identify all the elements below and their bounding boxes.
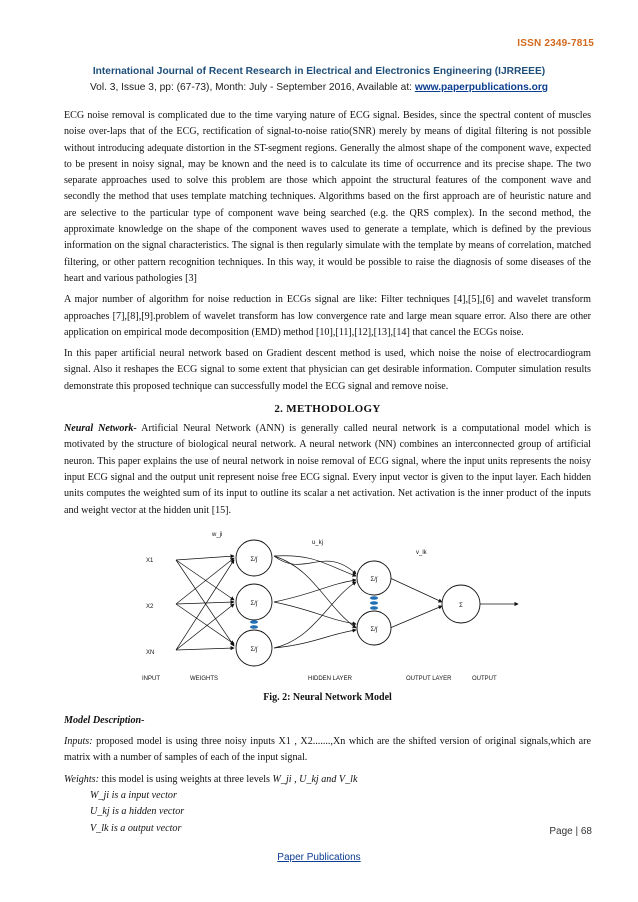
hidden1-node-1 <box>236 540 272 576</box>
hidden-hidden-connections <box>274 556 356 648</box>
website-link[interactable]: www.paperpublications.org <box>414 82 549 93</box>
volume-text: Vol. 3, Issue 3, pp: (67-73), Month: July - September 2016, Available at: <box>89 82 415 93</box>
hidden2-ellipsis <box>370 596 378 610</box>
page-number: Page | 68 <box>549 826 592 837</box>
label-hidden-layer: HIDDEN LAYER <box>308 675 352 682</box>
nn-label: Neural Network- <box>64 423 137 435</box>
issn-label: ISSN 2349-7815 <box>517 38 594 49</box>
input-x2-label: X2 <box>146 603 154 610</box>
v-definition-text: V_lk is a output vector <box>90 822 182 834</box>
input-hidden-connections <box>176 556 234 650</box>
hidden2-node-2 <box>357 611 391 645</box>
weight-vlk-label: v_lk <box>416 549 427 556</box>
weights-text: this model is using weights at three levels <box>98 773 273 785</box>
output-node <box>442 585 480 623</box>
weights-vars: W_ji , U_kj and V_lk <box>272 773 358 785</box>
output-node-label: Σ <box>459 602 463 609</box>
nn-diagram <box>124 524 524 684</box>
model-desc-label: Model Description- <box>64 714 145 726</box>
hidden2-node-1 <box>357 561 391 595</box>
paragraph-3: In this paper artificial neural network based on Gradient descent method is used, which noise the noise of electrocardiogram signal. Also it reshapes the ECG signal to some extent that physician can get desirable information. Computer simulation results demonstrate this proposed technique can successfully model the ECG signal and remove noise. <box>64 348 591 392</box>
u-definition <box>64 804 591 820</box>
weights-paragraph <box>64 772 591 788</box>
footer-publisher[interactable]: Paper Publications <box>277 852 361 863</box>
neural-network-paragraph <box>64 421 591 519</box>
weight-ukj-label: u_kj <box>312 539 324 546</box>
label-input: INPUT <box>142 675 160 682</box>
v-definition <box>64 821 591 837</box>
w-definition <box>64 788 591 804</box>
page-content <box>64 108 591 837</box>
hidden1-node-3-label: Σ/∫ <box>250 646 258 653</box>
paragraph-2: A major number of algorithm for noise reduction in ECGs signal are like: Filter techniques [4],[5],[6] and wavelet transform approaches [7],[8],[9].problem of wavelet transform has low convergence rate and large mean square error. Also there are other application on empirical mode decomposition (EMD) method [10],[11],[12],[13],[14] that cancel the ECGs noise. <box>64 294 591 338</box>
hidden2-node-2-label: Σ/∫ <box>370 626 378 633</box>
input-x1-label: X1 <box>146 557 154 564</box>
paragraph-1: ECG noise removal is complicated due to the time varying nature of ECG signal. Besides, since the spectral content of muscles noise over-laps that of the ECG, rectification of signal-to-noise ratio(SNR) merely by means of digital filtering is not possible without introducing adequate distortion in the ST-segment regions. Generally the almost shape of the component wave, expected to be present in noisy signal, may be known and the need is to calculate its time of occurrence and its precise shape. The two separate approaches used to solve this problem are those which appoint the structural features of the component wave and secondly the method that uses template matching techniques. Algorithms based on the first approach are of heuristic nature and are selective to the particular type of component wave being searched (e.g. the QRS complex). In the second method, the approximate knowledge on the shape of the component waves used to generate a template, which is defined by the previous information on the signal characteristics. The signal is then regularly simulate with the template by means of correlation, matched filtering, or other pattern recognition techniques. In this way, it would be possible to raise the diagnosis of some diseases of the heart and various pathologies [3] <box>64 110 591 284</box>
hidden1-node-2 <box>236 584 272 620</box>
weight-wji-label: w_ji <box>212 531 223 538</box>
input-xn-label: XN <box>146 649 155 656</box>
hidden1-node-1-label: Σ/∫ <box>250 556 258 563</box>
u-definition-text: U_kj is a hidden vector <box>90 806 185 818</box>
model-description-heading <box>64 713 591 729</box>
hidden1-node-2-label: Σ/∫ <box>250 600 258 607</box>
volume-info <box>0 82 638 93</box>
figure-neural-network <box>124 524 524 684</box>
label-output: OUTPUT <box>472 675 497 682</box>
journal-title: International Journal of Recent Research in Electrical and Electronics Engineering (IJRREEE) <box>92 66 546 77</box>
section-heading: 2. METHODOLOGY <box>274 403 381 416</box>
label-weights: WEIGHTS <box>190 675 218 682</box>
hidden1-node-3 <box>236 630 272 666</box>
label-output-layer: OUTPUT LAYER <box>406 675 452 682</box>
hidden2-node-1-label: Σ/∫ <box>370 576 378 583</box>
w-definition-text: W_ji is a input vector <box>90 790 177 802</box>
inputs-text: proposed model is using three noisy inputs X1 , X2.......,Xn which are the shifted version of original signals,which are matrix with a number of samples of each of the input signal. <box>64 736 591 764</box>
nn-text: Artificial Neural Network (ANN) is generally called neural network is a computational model which is motivated by the structure of biological neural network. A neural network (NN) combines an interconnected group of artificial neuron. This paper explains the use of neural network in noise removal of ECG signal, where the input units represents the noisy input ECG signal and the output unit represent noise free ECG signal. Every input vector is given to the input layer. Each hidden units computes the weighted sum of its input to outline its scalar a net activation. Net activation is the inner product of the inputs and weight vector at the hidden unit [15]. <box>64 423 591 516</box>
figure-caption: Fig. 2: Neural Network Model <box>263 691 392 703</box>
inputs-paragraph <box>64 734 591 767</box>
weights-label: Weights: <box>64 773 99 785</box>
inputs-label: Inputs: <box>64 736 93 748</box>
